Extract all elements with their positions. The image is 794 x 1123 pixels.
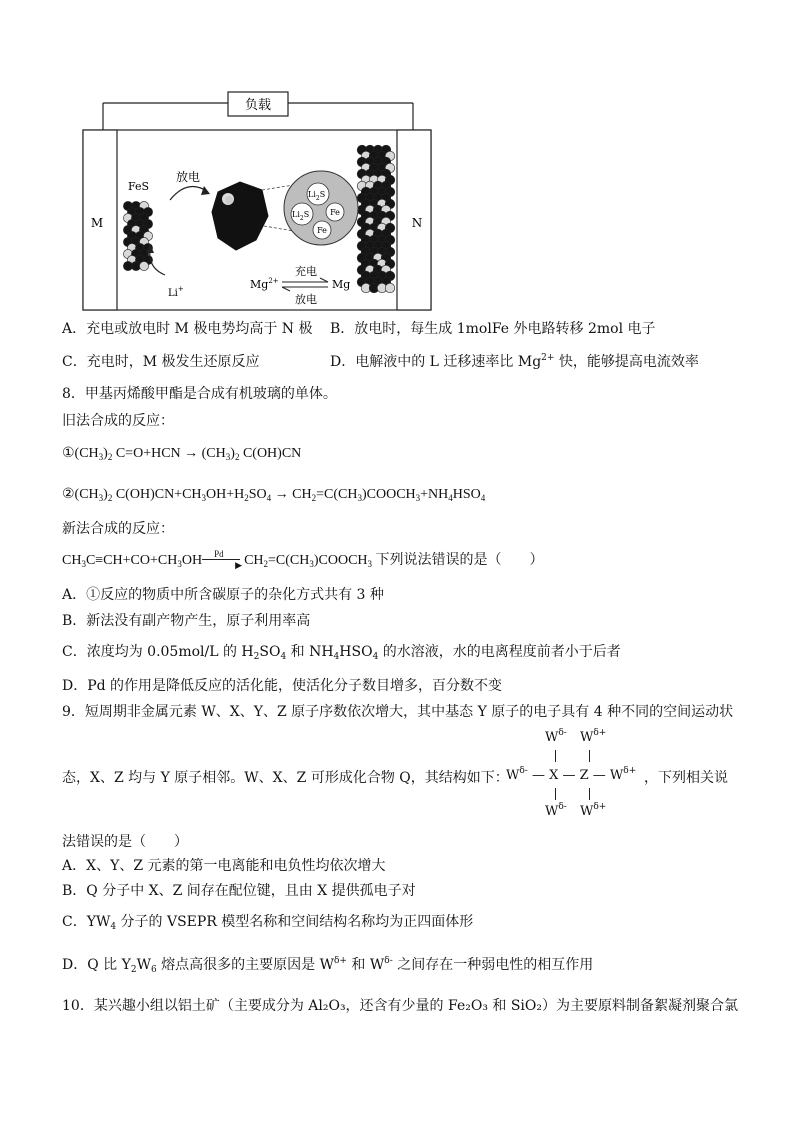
q8-option-d: D．Pd 的作用是降低反应的活化能，使活化分子数目增多，百分数不变: [62, 678, 503, 694]
svg-text:Li2S: $Li_2S$: [308, 190, 326, 202]
q9-option-a: A．X、Y、Z 元素的第一电离能和电负性均依次增大: [62, 858, 386, 874]
q9-stem-line2: 态，X、Z 均与 Y 原子相邻。W、X、Z 可形成化合物 Q，其结构如下：: [62, 770, 509, 786]
svg-text:Li+: Li+: [168, 285, 184, 299]
fes-label: FeS: [128, 180, 150, 193]
q9-stem-line1: 9．短周期非金属元素 W、X、Y、Z 原子序数依次增大，其中基态 Y 原子的电子具有 4 种不同的空间运动状: [62, 704, 734, 720]
q8-equation-1: $①(CH_3)_2$ $C=O+HCN \to (CH_3)_2$ C(OH)CN: [62, 446, 302, 462]
q7-option-d: D．电解液中的 L 迁移速率比 $Mg^{2+}$ 快，能够提高电流效率: [330, 353, 699, 370]
q8-option-b: B．新法没有副产物产生，原子利用率高: [62, 613, 311, 629]
q10-stem-line1: 10．某兴趣小组以铝土矿（主要成分为 Al₂O₃，还含有少量的 Fe₂O₃ 和 SiO₂）为主要原料制备絮凝剂聚合氯: [62, 998, 738, 1014]
discharge-label-2: 放电: [295, 293, 317, 306]
battery-diagram: [0, 0, 794, 320]
q7-option-b: B．放电时，每生成 1molFe 外电路转移 2mol 电子: [330, 321, 656, 337]
q8-equation-2: $②(CH_3)_2$ $C(OH)CN+CH_3OH+H_2SO_4$ → $CH_2=C(CH_3)COOCH_3+NH_4HSO_4$: [62, 487, 486, 503]
discharge-label: 放电: [176, 170, 201, 184]
load-label: 负载: [244, 98, 272, 113]
svg-text:Mg2+: $Mg^{2+}$: [250, 277, 279, 291]
electrode-sphere: [385, 283, 395, 293]
q8-option-c: C．浓度均为 0.05mol/L 的 $H_2SO_4$ 和 $NH_4HSO_4$ 的水溶液，水的电离程度前者小于后者: [62, 644, 621, 662]
q9-stem-line2-tail: ，下列相关说: [644, 770, 728, 786]
q8-old-method: 旧法合成的反应：: [62, 413, 174, 429]
n-sphere-stack: [357, 145, 395, 293]
q9-structure: $W^{\delta-}$ $W^{\delta+}$ $W^{\delta-}$ — X — Z — $W^{\delta+}$ $W^{\delta-}$ $W^{\delta+}$: [506, 728, 637, 819]
electrode-m-label: M: [90, 216, 104, 230]
q8-option-a: A．①反应的物质中所含碳原子的杂化方式共有 3 种: [62, 587, 384, 603]
charge-label: 充电: [295, 265, 317, 278]
svg-text:Fe: Fe: [330, 208, 340, 217]
svg-text:Mg: Mg: [332, 278, 351, 291]
svg-text:Fe: Fe: [317, 226, 327, 235]
q7-option-c: C．充电时，M 极发生还原反应: [62, 354, 260, 370]
q8-stem: 8．甲基丙烯酸甲酯是合成有机玻璃的单体。: [62, 386, 337, 402]
q9-option-d: D．Q 比 $Y_2W_6$ 熔点高很多的主要原因是 $W^{\delta+}$ 和 $W^{\delta-}$ 之间存在一种弱电性的相互作用: [62, 956, 594, 975]
svg-text:Li2S: $Li_2S$: [292, 210, 310, 222]
fes-sphere-stack: [123, 201, 152, 270]
q7-option-a: A．充电或放电时 M 极电势均高于 N 极: [62, 321, 313, 337]
q9-stem-line3: 法错误的是（ ）: [62, 834, 188, 850]
electrode-n-label: N: [411, 216, 423, 230]
q9-option-c: C．$YW_4$ 分子的 VSEPR 模型名称和空间结构名称均为正四面体形: [62, 914, 474, 932]
electrode-sphere: [139, 261, 148, 270]
q9-option-b: B．Q 分子中 X、Z 间存在配位键，且由 X 提供孤电子对: [62, 883, 416, 899]
q8-equation-3: $CH_3C\equiv CH+CO+CH_3OH$ Pd ▶ $CH_2=C(CH_3)COOCH_3$ 下列说法错误的是（ ）: [62, 549, 544, 570]
q8-new-method: 新法合成的反应：: [62, 521, 174, 537]
